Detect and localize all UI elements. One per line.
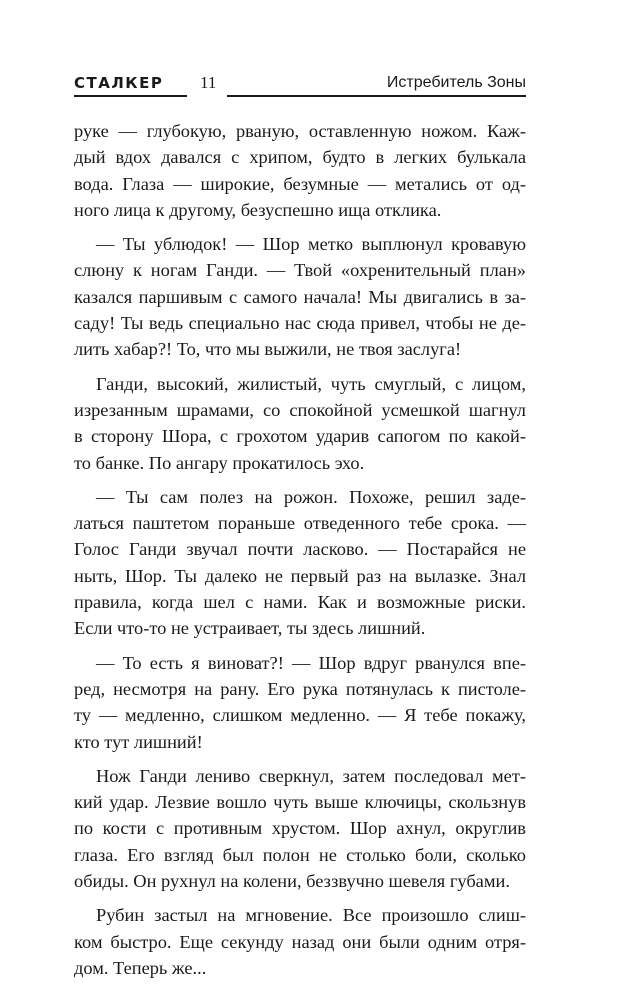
text-line: ту — медленно, слишком медленно. — Я тебе покажу, [74, 705, 526, 726]
text-line: ред, несмотря на рану. Его рука потянулась к пистоле- [74, 678, 526, 699]
text-line: то банке. По ангару прокатилось эхо. [74, 452, 365, 473]
text-line: ного лица к другому, безуспешно ища отклика. [74, 199, 442, 220]
text-line: кий удар. Лезвие вошло чуть выше ключицы, скользнув [74, 792, 526, 813]
text-line: глаза. Его взгляд был полон не столько боли, сколько [74, 844, 526, 865]
text-line: кто тут лишний! [74, 731, 203, 752]
text-line: лить хабар?! То, что мы выжили, не твоя заслуга! [74, 339, 462, 360]
text-line: казался паршивым с самого начала! Мы двигались в за- [74, 286, 526, 307]
text-line: — Ты сам полез на рожон. Похоже, решил заде- [96, 486, 526, 507]
text-line: изрезанным шрамами, со спокойной усмешкой шагнул [74, 399, 526, 420]
text-line: Рубин застыл на мгновение. Все произошло слиш- [96, 905, 526, 926]
series-title: СТАЛКЕР [74, 74, 164, 92]
text-line: саду! Ты ведь специально нас сюда привел, чтобы не де- [74, 313, 526, 334]
text-line: обиды. Он рухнул на колени, беззвучно шевеля губами. [74, 871, 510, 892]
text-line: латься паштетом пораньше отведенного тебе срока. — [74, 513, 526, 534]
text-line: Ганди, высокий, жилистый, чуть смуглый, с лицом, [96, 373, 526, 394]
body-text [74, 118, 526, 981]
text-line: правила, когда шел с нами. Как и возможные риски. [74, 592, 526, 613]
text-line: Если что-то не устраивает, ты здесь лишний. [74, 618, 426, 639]
text-line: руке — глубокую, рваную, оставленную ножом. Каж- [74, 121, 526, 141]
text-line: Нож Ганди лениво сверкнул, затем последовал мет- [96, 765, 526, 786]
text-line: ком быстро. Еще секунду назад они были одним отря- [74, 931, 526, 952]
page-number: 11 [200, 73, 217, 92]
text-line: вода. Глаза — широкие, безумные — метались от од- [74, 173, 526, 194]
text-line: — То есть я виноват?! — Шор вдруг рванулся впе- [96, 652, 526, 673]
text-line: в сторону Шора, с грохотом ударив сапогом по какой- [74, 426, 526, 447]
text-line: — Ты ублюдок! — Шор метко выплюнул кровавую [96, 234, 526, 255]
text-line: дом. Теперь же... [74, 957, 207, 978]
text-line: ныть, Шор. Ты далеко не первый раз на вылазке. Знал [74, 565, 526, 586]
text-line: Голос Ганди звучал почти ласково. — Постарайся не [74, 539, 526, 560]
running-header [74, 74, 526, 98]
text-line: слюну к ногам Ганди. — Твой «охренительный план» [74, 260, 526, 281]
header-rule-right [227, 95, 526, 97]
text-line: дый вдох давался с хрипом, будто в легких булькала [74, 147, 526, 168]
book-title: Истребитель Зоны [386, 74, 526, 91]
header-rule-left [74, 95, 187, 97]
text-line: по кости с противным хрустом. Шор ахнул, округлив [74, 818, 526, 839]
